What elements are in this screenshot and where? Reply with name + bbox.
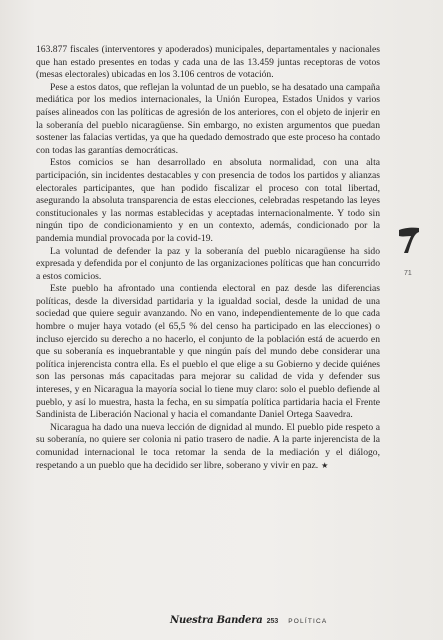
magazine-logo: Nuestra Bandera xyxy=(170,615,263,626)
paragraph-text: Nicaragua ha dado una nueva lección de dignidad al mundo. El pueblo pide respeto a su soberanía, no quiere ser colonia ni patio trasero de nadie. A la parte injerencista de la comunidad internacional le toca retomar la senda de la mediación y el diálogo, respetando a un pueblo que ha decidido ser libre, soberano y vivir en paz. xyxy=(36,421,380,471)
article-body xyxy=(36,44,380,472)
paragraph: Pese a estos datos, que reflejan la voluntad de un pueblo, se ha desatado una campaña mediática por los medios internacionales, la Unión Europea, Estados Unidos y varios países alineados con las políticas de agresión de los anteriores, con el objeto de injerir en la soberanía del pueblo nicaragüense. Sin embargo, no existen argumentos que puedan sostener las falacias vertidas, ya que ha quedado demostrado que este proceso ha contado con todas las garantías democráticas. xyxy=(36,81,380,156)
paragraph: La voluntad de defender la paz y la soberanía del pueblo nicaragüense ha sido expresada y defendida por el conjunto de las organizaciones políticas que han concurrido a estos comicios. xyxy=(36,245,380,282)
end-of-article-mark: ★ xyxy=(321,460,329,470)
paragraph: 163.877 fiscales (interventores y apoderados) municipales, departamentales y nacionales que han estado presentes en todas y cada una de las 13.459 juntas receptoras de votos (mesas electorales) ubicadas en los 3.106 centros de votación. xyxy=(36,44,380,81)
issue-number: 253 xyxy=(266,618,279,625)
last-paragraph xyxy=(36,422,380,472)
section-name: POLÍTICA xyxy=(288,618,328,625)
brush-stroke-seven-icon xyxy=(398,226,420,254)
paragraph: Estos comicios se han desarrollado en absoluta normalidad, con una alta participación, sin incidentes destacables y con presencia de todos los partidos y alianzas electorales participantes, que han podido fiscalizar el proceso con total libertad, asegurando la absoluta transparencia de estas elecciones, celebradas respetando las leyes constitucionales y las normas establecidas y aceptadas internacionalmente. Y todo sin ningún tipo de condicionamiento y en un contexto, además, condicionado por la pandemia mundial provocada por la covid-19. xyxy=(36,157,380,244)
page-number: 71 xyxy=(404,270,412,277)
page-footer xyxy=(170,615,327,626)
paragraph: Este pueblo ha afrontado una contienda electoral en paz desde las diferencias políticas, desde la diversidad partidaria y la igualdad social, desde la unidad de una sociedad que quiere seguir avanzando. No en vano, independientemente de lo que cada hombre o mujer haya votado (el 65,5 % del censo ha participado en las elecciones) o incluso ejercido su derecho a no hacerlo, el conjunto de la población está de acuerdo en que su soberanía es inquebrantable y que ningún país del mundo debe considerar una política injerencista contra ella. Es el pueblo el que elige a su Gobierno y decide quiénes son las personas más capacitadas para mejorar su calidad de vida y defender sus intereses, y en Nicaragua la mayoría social lo tiene muy claro: solo el pueblo defiende al pueblo, y así lo muestra, hasta la fecha, en su simpatía política partidaria hacia el Frente Sandinista de Liberación Nacional y hacia el comandante Daniel Ortega Saavedra. xyxy=(36,283,380,421)
